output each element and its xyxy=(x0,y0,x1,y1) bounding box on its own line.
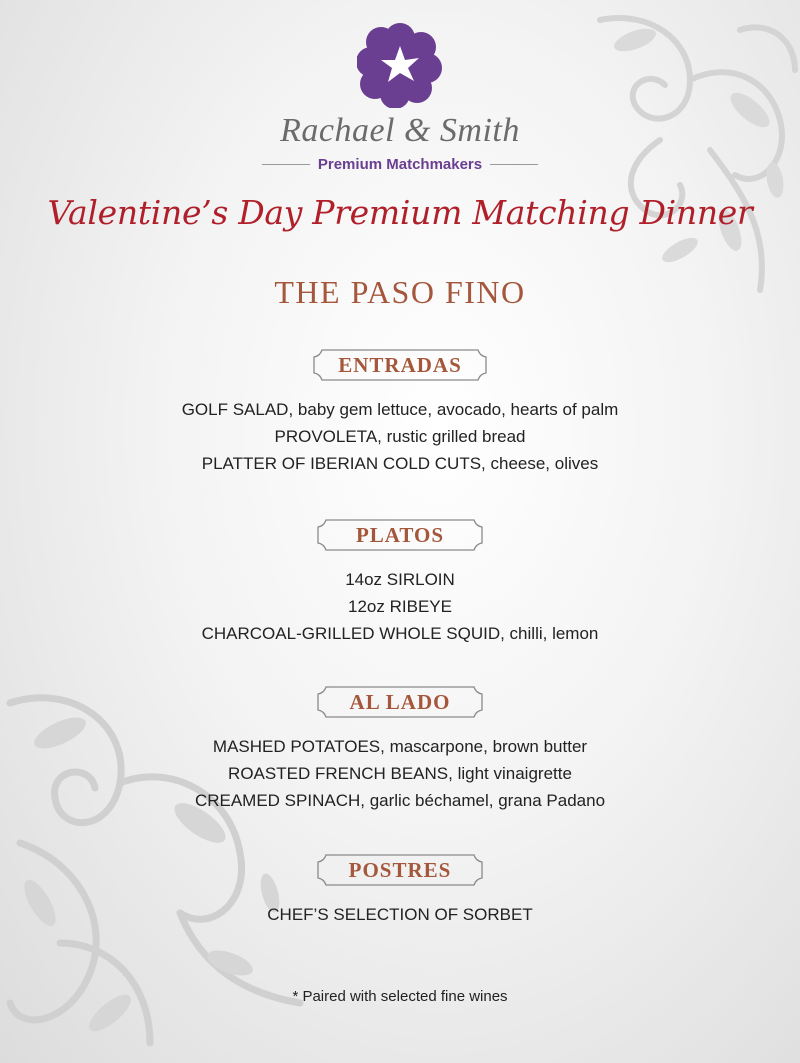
dish-name: ROASTED FRENCH BEANS xyxy=(228,764,449,783)
section-label: AL LADO xyxy=(349,689,451,714)
dish-name: PROVOLETA xyxy=(274,427,378,446)
menu-item xyxy=(0,760,800,787)
section-items xyxy=(0,566,800,647)
section-entradas xyxy=(0,348,800,477)
menu-item xyxy=(0,901,800,928)
section-items xyxy=(0,733,800,814)
menu-item xyxy=(0,787,800,814)
menu-item xyxy=(0,450,800,477)
dish-name: CHEF’S SELECTION OF SORBET xyxy=(267,905,533,924)
event-title: Valentine’s Day Premium Matching Dinner xyxy=(47,193,753,232)
section-label-frame xyxy=(308,348,492,382)
dish-name: PLATTER OF IBERIAN COLD CUTS xyxy=(201,454,482,473)
dish-name: 14oz SIRLOIN xyxy=(345,570,455,589)
section-items xyxy=(0,396,800,477)
section-label: POSTRES xyxy=(348,857,452,882)
section-items xyxy=(0,901,800,928)
dish-name: CHARCOAL-GRILLED WHOLE SQUID xyxy=(201,624,501,643)
menu-item xyxy=(0,566,800,593)
menu-item xyxy=(0,423,800,450)
dish-description: , light vinaigrette xyxy=(448,764,572,783)
brand-name: Rachael & Smith xyxy=(280,112,520,149)
tagline-divider-left xyxy=(262,164,310,165)
section-platos xyxy=(0,518,800,647)
menu-item xyxy=(0,396,800,423)
dish-name: GOLF SALAD xyxy=(181,400,289,419)
dish-name: MASHED POTATOES xyxy=(212,737,381,756)
dish-description: , rustic grilled bread xyxy=(377,427,526,446)
tagline-row xyxy=(262,156,538,173)
menu-item xyxy=(0,733,800,760)
dish-description: , garlic béchamel, grana Padano xyxy=(360,791,606,810)
wine-pairing-footnote: * Paired with selected fine wines xyxy=(292,988,508,1005)
purple-flower-star-icon xyxy=(357,22,443,108)
section-postres xyxy=(0,853,800,928)
section-label: ENTRADAS xyxy=(338,352,462,377)
dish-name: CREAMED SPINACH xyxy=(194,791,361,810)
dish-description: , mascarpone, brown butter xyxy=(380,737,588,756)
dish-description: , baby gem lettuce, avocado, hearts of palm xyxy=(288,400,619,419)
menu-item xyxy=(0,620,800,647)
venue-name: THE PASO FINO xyxy=(274,274,526,310)
tagline-divider-right xyxy=(490,164,538,165)
brand-tagline: Premium Matchmakers xyxy=(317,156,483,173)
section-label-frame xyxy=(312,518,488,552)
menu-item xyxy=(0,593,800,620)
section-label-frame xyxy=(312,685,488,719)
section-label: PLATOS xyxy=(355,522,445,547)
dish-name: 12oz RIBEYE xyxy=(348,597,452,616)
section-label-frame xyxy=(312,853,488,887)
section-al-lado xyxy=(0,685,800,814)
dish-description: , chilli, lemon xyxy=(500,624,599,643)
dish-description: , cheese, olives xyxy=(481,454,599,473)
